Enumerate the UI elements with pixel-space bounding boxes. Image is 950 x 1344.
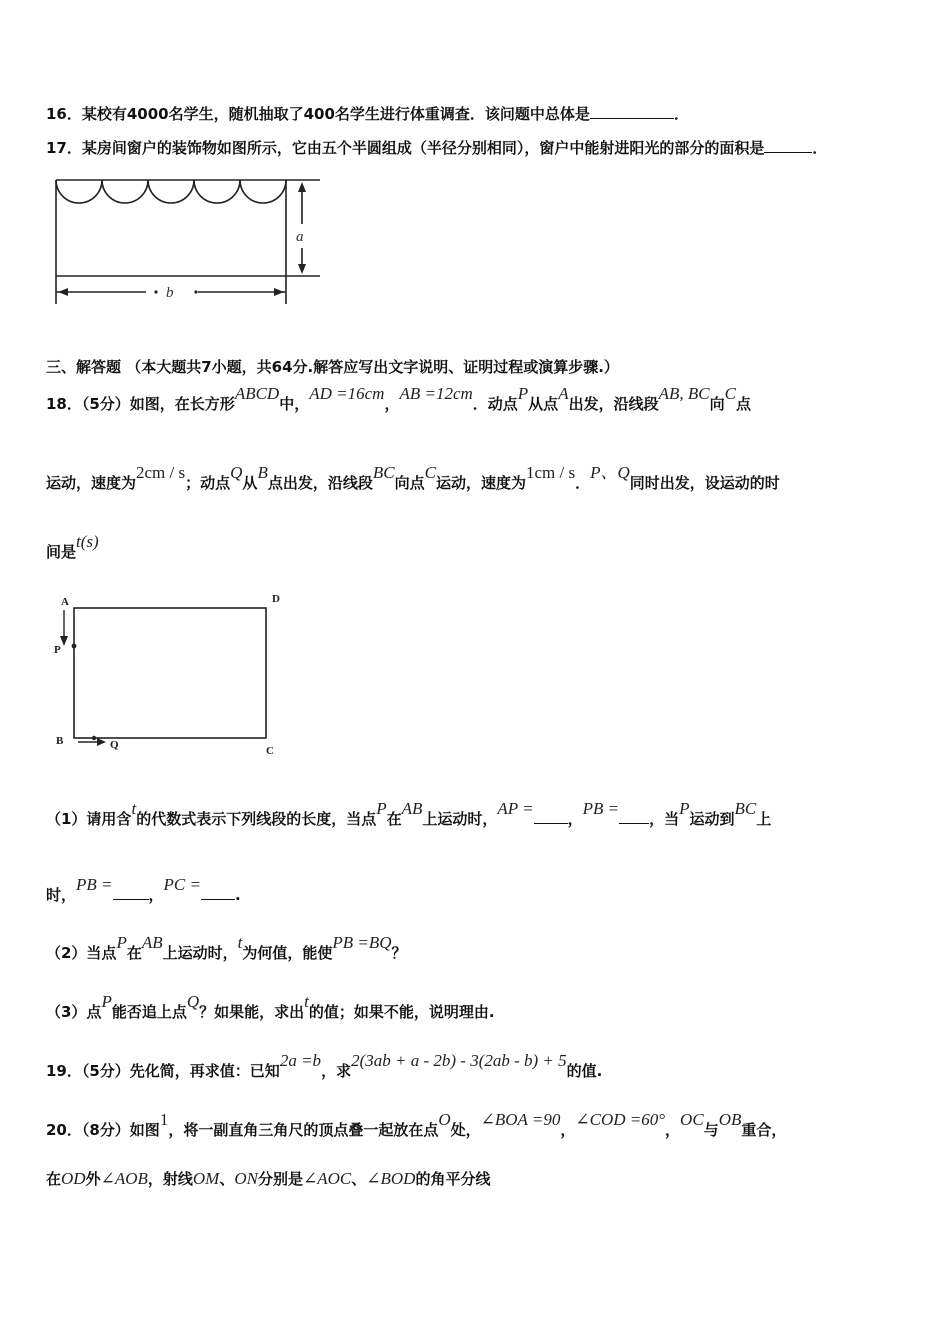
part2-text: 在 — [126, 944, 142, 962]
q18-text: 同时出发，设运动的时 — [629, 474, 780, 492]
math-pb: PB = — [76, 875, 113, 894]
math-bc: BC — [734, 799, 757, 818]
q18-text: 点 — [735, 395, 751, 413]
q20-text: ，将一副直角三角尺的顶点叠一起放在点 — [168, 1121, 439, 1139]
semicircle-5 — [240, 180, 286, 203]
part1-text: . — [234, 886, 241, 904]
q17-text: 17．某房间窗户的装饰物如图所示，它由五个半圆组成（半径分别相同），窗户中能射进阳光的部分的面积是 — [46, 139, 765, 157]
answer-blank — [534, 809, 568, 824]
vertex-b-label: B — [56, 735, 64, 747]
math-q: Q — [230, 463, 243, 482]
point-p — [72, 644, 77, 649]
math-o: O — [438, 1110, 451, 1129]
math-ab-bc: AB, BC — [658, 384, 710, 403]
part1-text: 上运动时， — [422, 810, 498, 828]
math-oc: OC — [680, 1110, 704, 1129]
math-angle-aoc: ∠AOC — [303, 1169, 352, 1188]
answer-blank — [619, 809, 649, 824]
q18-text: 出发，沿线段 — [568, 395, 659, 413]
rectangle-abcd — [74, 608, 266, 738]
math-pc: PC = — [163, 875, 201, 894]
q18-text: 中， — [279, 395, 310, 413]
part3-text: （3）点 — [46, 1003, 102, 1021]
math-ab: AB — [141, 933, 163, 952]
vertex-c-label: C — [266, 745, 274, 757]
question-17 — [46, 137, 910, 158]
vertex-d-label: D — [272, 593, 280, 605]
q20-text: ， — [665, 1121, 681, 1139]
math-t: t — [237, 933, 243, 952]
window-figure — [50, 172, 330, 310]
part1-text: ， — [148, 886, 164, 904]
math-od: OD — [61, 1169, 86, 1188]
point-q-label: Q — [110, 739, 119, 751]
math-p: P — [376, 799, 387, 818]
part2-text: （2）当点 — [46, 944, 117, 962]
question-20-line-2 — [46, 1168, 910, 1189]
q19-text: ，求 — [321, 1062, 352, 1080]
math-ab: AB — [401, 799, 423, 818]
q18-text: ．动点 — [472, 395, 518, 413]
math-speed-p: 2cm / s — [136, 463, 186, 482]
semicircle-1 — [56, 180, 102, 203]
question-16 — [46, 103, 910, 124]
math-pb: PB = — [582, 799, 620, 818]
q20-text: 20．（8分）如图 — [46, 1121, 160, 1139]
q18-text: 运动，速度为 — [46, 474, 137, 492]
part1-text: 的代数式表示下列线段的长度，当点 — [136, 810, 377, 828]
q16-end: ． — [673, 105, 689, 123]
math-angle-bod: ∠BOD — [366, 1169, 416, 1188]
answer-blank — [764, 138, 812, 153]
part1-text: 时， — [46, 886, 77, 904]
math-figure-number: 1 — [159, 1110, 169, 1129]
q18-text: 运动，速度为 — [435, 474, 526, 492]
math-ob: OB — [718, 1110, 742, 1129]
q18-text: 间是 — [46, 543, 77, 561]
answer-blank — [113, 885, 149, 900]
q18-text: 向 — [709, 395, 725, 413]
math-om: OM — [192, 1169, 220, 1188]
part3-text: 能否追上点 — [111, 1003, 187, 1021]
math-angle-boa: ∠BOA =90 — [480, 1110, 561, 1129]
q20-text: 与 — [703, 1121, 719, 1139]
point-q — [92, 736, 96, 740]
math-bc: BC — [372, 463, 395, 482]
math-speed-q: 1cm / s — [525, 463, 576, 482]
section-3-text: 三、解答题 （本大题共7小题，共64分.解答应写出文字说明、证明过程或演算步骤.） — [46, 358, 619, 376]
q19-text: 的值. — [566, 1062, 603, 1080]
question-18-line-3 — [46, 532, 910, 562]
part1-text: 上 — [756, 810, 772, 828]
q18-text: 点出发，沿线段 — [267, 474, 373, 492]
math-p: P — [101, 992, 112, 1011]
q18-text: ． — [575, 474, 591, 492]
q18-text: 向点 — [394, 474, 425, 492]
part1-text: ，当 — [649, 810, 680, 828]
q18-text: 18．（5分）如图，在长方形 — [46, 395, 235, 413]
q20-text: 重合， — [741, 1121, 787, 1139]
rectangle-figure — [50, 590, 290, 760]
math-angle-aob: ∠AOB — [100, 1169, 148, 1188]
question-18-line-2 — [46, 463, 910, 493]
math-condition: 2a =b — [279, 1051, 322, 1070]
question-19 — [46, 1051, 910, 1081]
math-pb-eq-bq: PB =BQ — [332, 933, 392, 952]
q18-text: 从 — [242, 474, 258, 492]
point-p-label: P — [54, 644, 61, 656]
semicircle-4 — [194, 180, 240, 203]
section-3-heading — [46, 356, 910, 377]
q19-text: 19．（5分）先化简，再求值：已知 — [46, 1062, 280, 1080]
math-c: C — [724, 384, 736, 403]
math-ab: AB =12cm — [399, 384, 473, 403]
q16-text: 16．某校有4000名学生，随机抽取了400名学生进行体重调查．该问题中总体是 — [46, 105, 590, 123]
label-b: b — [166, 285, 174, 301]
math-t: t — [131, 799, 137, 818]
answer-blank — [590, 104, 674, 119]
math-q: Q — [186, 992, 200, 1011]
question-18-part-1-line-2 — [46, 875, 910, 905]
part3-text: 的值；如果不能，说明理由. — [308, 1003, 495, 1021]
q20-text: 、 — [219, 1170, 235, 1188]
part1-text: 在 — [386, 810, 402, 828]
answer-blank — [201, 885, 235, 900]
math-p: P — [116, 933, 127, 952]
semicircle-2 — [102, 180, 148, 203]
math-on: ON — [234, 1169, 258, 1188]
question-18-line-1 — [46, 384, 910, 414]
math-ad: AD =16cm — [309, 384, 385, 403]
math-expression: 2(3ab + a - 2b) - 3(2ab - b) + 5 — [351, 1051, 567, 1070]
part2-text: 为何值，能使 — [242, 944, 333, 962]
math-t: t — [304, 992, 309, 1011]
math-time: t(s) — [76, 532, 99, 551]
q18-text: ， — [384, 395, 400, 413]
part1-text: 运动到 — [689, 810, 735, 828]
math-angle-cod: ∠COD =60° — [575, 1110, 666, 1129]
math-a: A — [558, 384, 569, 403]
math-ap: AP = — [497, 799, 534, 818]
q20-text: ，射线 — [147, 1170, 193, 1188]
math-p: P — [679, 799, 690, 818]
math-c: C — [424, 463, 436, 482]
part3-text: ？如果能，求出 — [199, 1003, 305, 1021]
q20-text: 在 — [46, 1170, 62, 1188]
part1-text: ， — [567, 810, 583, 828]
vertex-a-label: A — [61, 596, 69, 608]
part2-text: ？ — [391, 944, 407, 962]
q17-end: ． — [812, 139, 828, 157]
question-20 — [46, 1110, 910, 1140]
part2-text: 上运动时， — [162, 944, 238, 962]
math-b: B — [257, 463, 268, 482]
semicircle-3 — [148, 180, 194, 203]
q18-text: 从点 — [528, 395, 559, 413]
q18-text: ；动点 — [185, 474, 231, 492]
question-18-part-1 — [46, 799, 910, 829]
q20-text: 的角平分线 — [415, 1170, 491, 1188]
math-abcd: ABCD — [234, 384, 280, 403]
label-a: a — [296, 229, 304, 245]
question-18-part-3 — [46, 992, 910, 1022]
q20-text: 、 — [351, 1170, 367, 1188]
math-p: P — [517, 384, 529, 403]
math-p-q: P、Q — [590, 463, 630, 482]
q20-text: 分别是 — [258, 1170, 304, 1188]
q20-text: 处， — [450, 1121, 481, 1139]
question-18-part-2 — [46, 933, 910, 963]
q20-text: ， — [560, 1121, 576, 1139]
q20-text: 外 — [85, 1170, 101, 1188]
part1-text: （1）请用含 — [46, 810, 132, 828]
